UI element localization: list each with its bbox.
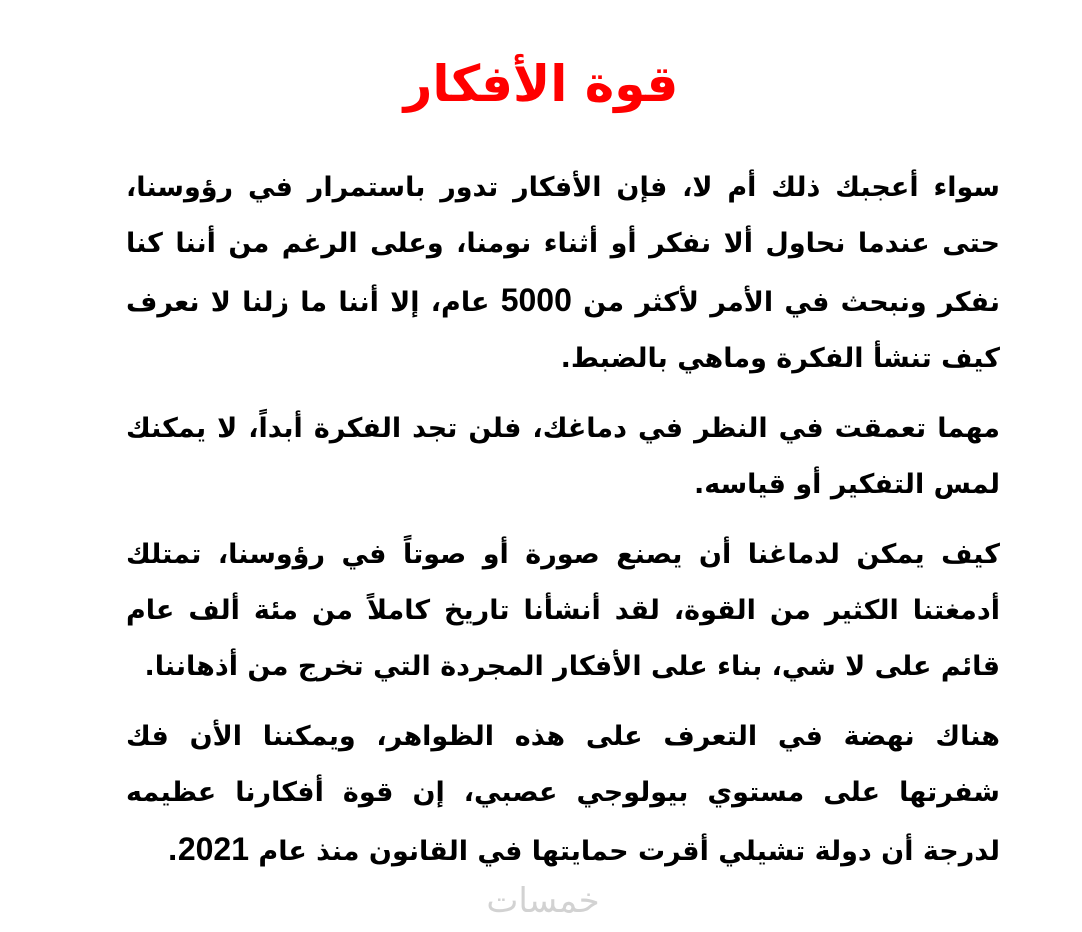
- paragraph-1-text-a: سواء أعجبك ذلك أم لا، فإن الأفكار تدور باستمرار في رؤوسنا، حتى عندما نحاول ألا نفكر أو أثناء نومنا، وعلى الرغم من أننا كنا نفكر ونبحث في الأمر لأكثر من: [126, 172, 1000, 318]
- paragraph-4-number: 2021: [177, 831, 249, 867]
- paragraph-3-text: كيف يمكن لدماغنا أن يصنع صورة أو صوتاً في رؤوسنا، تمتلك أدمغتنا الكثير من القوة، لقد أنشأنا تاريخ كاملاً من مئة ألف عام قائم على لا شي، بناء على الأفكار المجردة التي تخرج من أذهاننا.: [126, 539, 1000, 682]
- document-body: [126, 160, 1000, 894]
- paragraph-4: [126, 709, 1000, 880]
- paragraph-2: [126, 401, 1000, 513]
- paragraph-4-text-a: هناك نهضة في التعرف على هذه الظواهر، ويمكننا الأن فك شفرتها على مستوي بيولوجي عصبي، إن قوة أفكارنا عظيمه لدرجة أن دولة تشيلي أقرت حمايتها في القانون منذ عام: [126, 721, 1000, 867]
- paragraph-2-text: مهما تعمقت في النظر في دماغك، فلن تجد الفكرة أبداً، لا يمكنك لمس التفكير أو قياسه.: [126, 413, 1000, 500]
- document-title: قوة الأفكار: [403, 55, 679, 113]
- watermark-logo: خمسات: [486, 881, 600, 921]
- paragraph-1-number: 5000: [500, 282, 572, 318]
- paragraph-4-text-b: .: [167, 836, 178, 867]
- paragraph-1: [126, 160, 1000, 387]
- paragraph-1-text-b: عام، إلا أننا ما زلنا لا نعرف كيف تنشأ الفكرة وماهي بالضبط.: [126, 287, 1000, 374]
- paragraph-3: [126, 527, 1000, 695]
